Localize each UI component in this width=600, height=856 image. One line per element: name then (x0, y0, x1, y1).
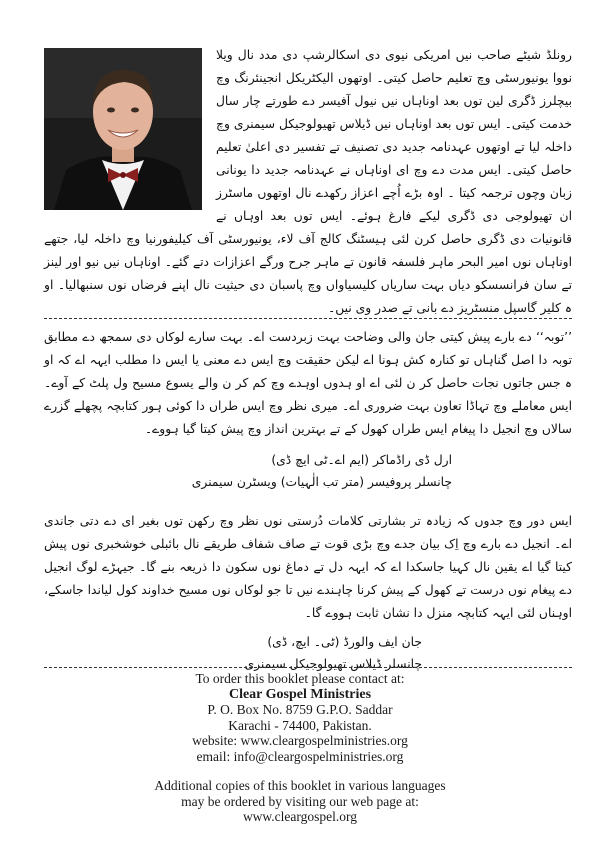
contact-section (0, 671, 600, 825)
section-divider (44, 318, 572, 319)
endorsement-2-signature-name: جان ایف والورڈ (ٹی۔ ایچ، ڈی) (267, 635, 422, 649)
additional-copies-line-2: may be ordered by visiting our web page at: (181, 793, 419, 809)
author-bio-text: رونلڈ شیٹے صاحب نیں امریکی نیوی دی اسکالرشپ دی مدد نال ویلا نووا یونیورسٹی وچ تعلیم حاصل کیتی۔ اوتھوں الیکٹریکل انجینئرنگ وچ بیچلرز ڈگری لین توں بعد اوناہاں نیں نیول آفیسر دے طورتے چار سال خدمت کیتی۔ ایس توں بعد اوناہاں نیں ڈیلاس تھیولوجیکل سیمنری وچ داخلہ لیا تے اوتھوں عہدنامہ جدید دی تصنیف تے تفسیر دی اعلیٰ تعلیم حاصل کیتی۔ ایس مدت دے وچ ای اوناہاں نے عہدنامہ جدید دا یونانی زبان وچوں ترجمہ کیتا ۔ اوہ بڑے اُچے اعزاز رکھدے نال اوتھوں ماسٹرز ان تھیولوجی دی ڈگری لیکے فارغ ہوئے۔ ایس توں بعد اوہاں نے قانونیات دی ڈگری حاصل کرن لئی ہیسٹنگ کالج آف لاء، یونیورسٹی آف کیلیفورنیا وچ داخلہ لیا، جتھے اوناہاں نوں امیر البحر ماہر فلسفہ قانون تے ماہر جرح ورگے اعزازات دتے گئے۔ اوناہاں نیں نیو اور لینز تے سان فرانسسکو دیاں بہت ساریاں کلیسیاواں وچ پاسبان دی حیثیت نال اپنے فرضاں نوں سنبھالیا۔ او ہ کلیر گاسپل منسٹریز دے بانی تے صدر وی نیں۔ (44, 48, 572, 315)
cleargospel-web-link[interactable]: www.cleargospel.org (242, 809, 358, 824)
contact-divider (44, 667, 572, 668)
author-photo (44, 48, 202, 210)
endorsement-1 (44, 326, 572, 493)
po-box: P. O. Box No. 8759 G.P.O. Saddar (207, 702, 393, 717)
endorsement-1-text: ’’توبہ‘‘ دے بارے پیش کیتی جان والی وضاحت بہت زبردست اے۔ بہت سارے لوکاں دی سمجھ دے مطابق توبہ دا اصل گناہاں تو کنارہ کش ہونا اے لیکن حقیقت وچ ایس دے معنی یا ایس دا مطلب ایہہ اے کہ او ہ جس جاتوں نجات حاصل کر ن لئی اے او ہدوں اوہدے وچ کم کر ن والے یسوع مسیح ول پلٹ کے آوے۔ ایس معاملے وچ تہاڈا تعاون بہت ضروری اے۔ میری نظر وچ ایس طراں دا کوئی ہور کتابچہ پچھلے گزرے سالاں وچ انجیل دا پیغام ایس طراں کھول کے تے بہترین انداز وچ پیش کیتا گیا ہووے۔ (44, 330, 572, 436)
contact-intro: To order this booklet please contact at: (195, 671, 405, 686)
organization-name: Clear Gospel Ministries (228, 686, 372, 702)
endorsement-2-signature-title: چانسلر ڈیلاس تھیولوجیکل سیمنری (244, 657, 422, 671)
endorsement-2-text: ایس دور وچ جدوں کہ زیادہ تر بشارتی کلامات دُرستی نوں نظر وچ رکھن توں بغیر ای دے دتی جاندی اے۔ انجیل دے بارے وچ اِک بیان جدے وچ بڑی قوت تے صاف شفاف طریقے نال بائبلی خوشخبری نوں پیش کیتا گیا اے یقین نال کہیا جاسکدا اے کہ ایہہ دل تے دماغ نوں سکون دا ذریعہ بنے گا۔ جیہڑے لوگ انجیل دے پیغام نوں درست تے کھول کے پیش کرنا چاہندے نیں تا جو لوکاں نوں مسیح خداوند کول لیاندا جاسکے، اوہناں لئی ایہہ کتابچہ منزل دا نشان ثابت ہووے گا۔ (44, 514, 572, 620)
additional-copies-line-1: Additional copies of this booklet in various languages (154, 778, 446, 793)
endorsement-1-signature-title: چانسلر پروفیسر (متر تب الٰہیات) ویسٹرن سیمنری (191, 475, 452, 489)
email-link[interactable]: email: info@cleargospelministries.org (196, 748, 404, 764)
website-link[interactable]: website: www.cleargospelministries.org (192, 733, 408, 748)
author-bio-section (44, 44, 572, 320)
city-address: Karachi - 74400, Pakistan. (228, 717, 372, 733)
endorsement-1-signature-name: ارل ڈی راڈماکر (ایم اے۔ٹی ایچ ڈی) (271, 453, 452, 467)
endorsement-2 (44, 510, 572, 675)
